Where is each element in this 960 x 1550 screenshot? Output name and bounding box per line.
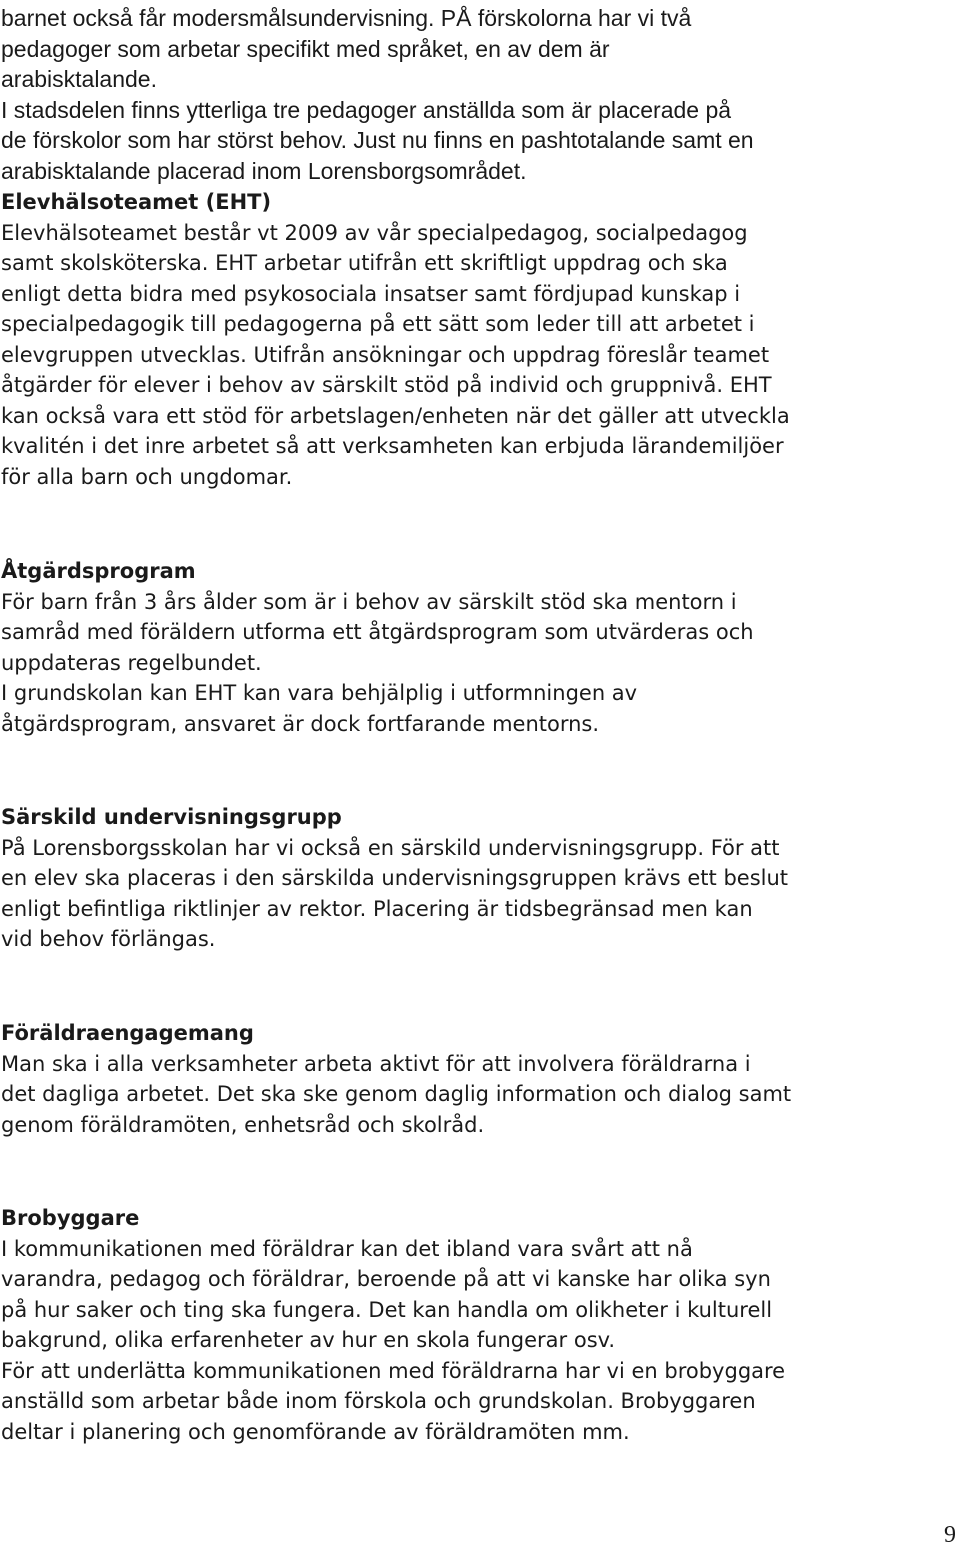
intro-line: I stadsdelen finns ytterliga tre pedagoger anställda som är placerade på bbox=[1, 96, 732, 123]
brobyggare-section bbox=[1, 1203, 956, 1447]
page-number: 9 bbox=[944, 1522, 956, 1548]
brobyggare-line: deltar i planering och genomförande av föräldramöten mm. bbox=[1, 1419, 630, 1444]
brobyggare-line: I kommunikationen med föräldrar kan det ibland vara svårt att nå bbox=[1, 1236, 693, 1261]
brobyggare-line: bakgrund, olika erfarenheter av hur en skola fungerar osv. bbox=[1, 1328, 616, 1352]
eht-line: enligt detta bidra med psykosociala insatser samt fördjupad kunskap i bbox=[1, 281, 741, 306]
atgardsprogram-line: åtgärdsprogram, ansvaret är dock fortfarande mentorns. bbox=[1, 711, 600, 736]
atgardsprogram-line: För barn från 3 års ålder som är i behov av särskilt stöd ska mentorn i bbox=[1, 589, 737, 614]
eht-line: kan också vara ett stöd för arbetslagen/enheten när det gäller att utveckla bbox=[1, 403, 790, 428]
brobyggare-line: För att underlätta kommunikationen med föräldrarna har vi en brobyggare bbox=[1, 1358, 786, 1383]
eht-line: specialpedagogik till pedagogerna på ett sätt som leder till att arbetet i bbox=[1, 312, 755, 336]
intro-line: barnet också får modersmålsundervisning. PÅ förskolorna har vi två bbox=[1, 5, 692, 31]
brobyggare-heading: Brobyggare bbox=[1, 1206, 140, 1230]
brobyggare-line: varandra, pedagog och föräldrar, beroende på att vi kanske har olika syn bbox=[1, 1267, 771, 1291]
atgardsprogram-line: samråd med föräldern utforma ett åtgärdsprogram som utvärderas och bbox=[1, 620, 754, 644]
brobyggare-line: på hur saker och ting ska fungera. Det kan handla om olikheter i kulturell bbox=[1, 1297, 773, 1322]
foraldra-line: genom föräldramöten, enhetsråd och skolråd. bbox=[1, 1112, 485, 1137]
intro-paragraph bbox=[1, 3, 956, 186]
intro-line: de förskolor som har störst behov. Just nu finns en pashtotalande samt en bbox=[1, 127, 754, 153]
foraldra-section bbox=[1, 1018, 956, 1140]
eht-line: Elevhälsoteamet består vt 2009 av vår specialpedagog, socialpedagog bbox=[1, 220, 748, 245]
atgardsprogram-section bbox=[1, 556, 956, 739]
atgardsprogram-line: I grundskolan kan EHT kan vara behjälplig i utformningen av bbox=[1, 681, 638, 705]
sarskild-line: vid behov förlängas. bbox=[1, 927, 216, 951]
intro-line: pedagoger som arbetar specifikt med språket, en av dem är bbox=[1, 35, 610, 62]
eht-line: elevgruppen utvecklas. Utifrån ansökningar och uppdrag föreslår teamet bbox=[1, 342, 770, 367]
eht-line: åtgärder för elever i behov av särskilt stöd på individ och gruppnivå. EHT bbox=[1, 373, 772, 397]
sarskild-section bbox=[1, 802, 956, 955]
sarskild-line: enligt befintliga riktlinjer av rektor. Placering är tidsbegränsad men kan bbox=[1, 896, 753, 921]
eht-section bbox=[1, 187, 956, 492]
eht-line: för alla barn och ungdomar. bbox=[1, 464, 293, 489]
foraldra-heading: Föräldraengagemang bbox=[1, 1021, 254, 1045]
intro-line: arabisktalande. bbox=[1, 66, 157, 92]
atgardsprogram-line: uppdateras regelbundet. bbox=[1, 650, 262, 675]
eht-heading: Elevhälsoteamet (EHT) bbox=[1, 190, 272, 214]
intro-line: arabisktalande placerad inom Lorensborgsområdet. bbox=[1, 157, 527, 184]
eht-line: samt skolsköterska. EHT arbetar utifrån ett skriftligt uppdrag och ska bbox=[1, 251, 728, 275]
sarskild-heading: Särskild undervisningsgrupp bbox=[1, 805, 342, 829]
atgardsprogram-heading: Åtgärdsprogram bbox=[1, 559, 196, 583]
foraldra-line: Man ska i alla verksamheter arbeta aktivt för att involvera föräldrarna i bbox=[1, 1051, 751, 1076]
foraldra-line: det dagliga arbetet. Det ska ske genom daglig information och dialog samt bbox=[1, 1082, 792, 1106]
eht-line: kvalitén i det inre arbetet så att verksamheten kan erbjuda lärandemiljöer bbox=[1, 434, 784, 458]
brobyggare-line: anställd som arbetar både inom förskola och grundskolan. Brobyggaren bbox=[1, 1389, 756, 1413]
sarskild-line: På Lorensborgsskolan har vi också en särskild undervisningsgrupp. För att bbox=[1, 835, 780, 860]
sarskild-line: en elev ska placeras i den särskilda undervisningsgruppen krävs ett beslut bbox=[1, 866, 789, 890]
